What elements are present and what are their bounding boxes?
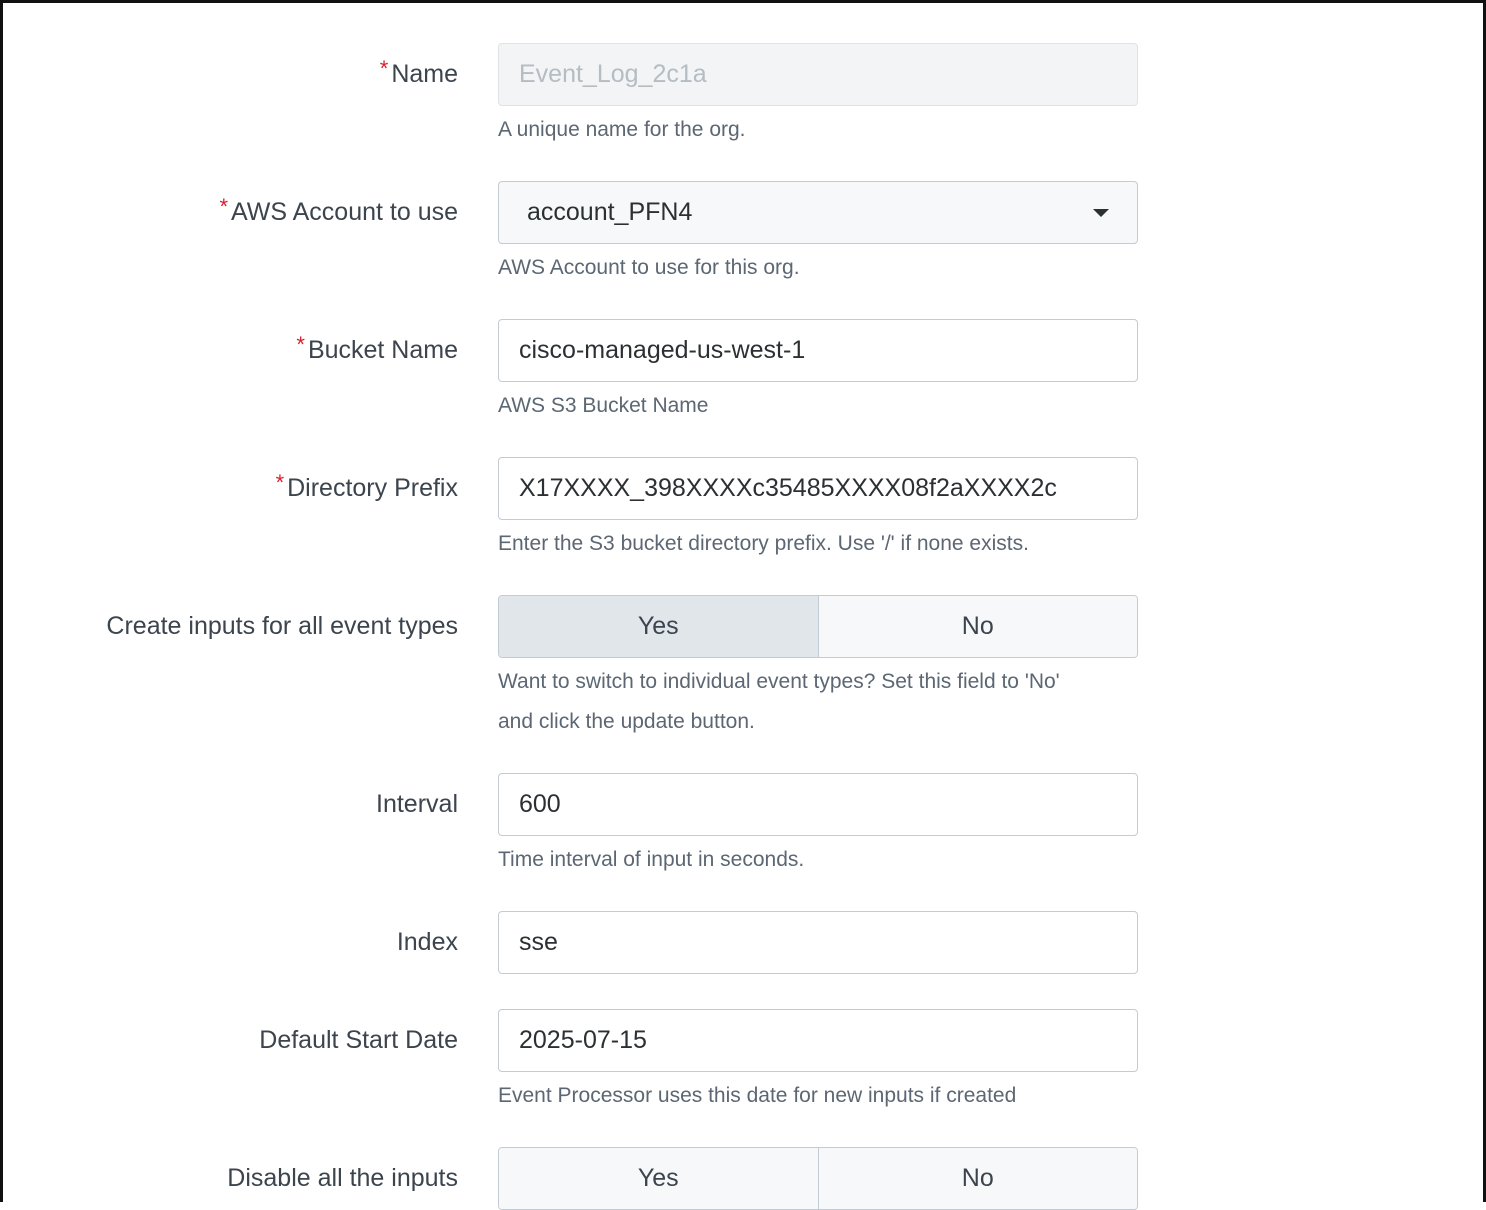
name-input: Event_Log_2c1a [498,43,1138,106]
name-label: * Name [379,56,458,88]
aws-account-value: account_PFN4 [527,198,693,226]
create-inputs-yes-button[interactable]: Yes [499,596,818,657]
bucket-name-input[interactable]: cisco-managed-us-west-1 [498,319,1138,382]
required-marker: * [379,56,389,81]
required-marker: * [296,332,305,357]
create-inputs-toggle [498,595,1138,658]
directory-prefix-help: Enter the S3 bucket directory prefix. Use '/' if none exists. [498,532,1029,555]
disable-inputs-label: Disable all the inputs [227,1164,458,1192]
required-marker: * [275,470,285,495]
interval-input[interactable]: 600 [498,773,1138,836]
required-marker: * [219,194,229,219]
default-start-date-label: Default Start Date [259,1026,458,1054]
caret-down-icon [1093,209,1109,217]
directory-prefix-label: * Directory Prefix [275,470,458,502]
name-help: A unique name for the org. [498,118,746,141]
create-inputs-label: Create inputs for all event types [106,612,458,640]
default-start-date-help: Event Processor uses this date for new inputs if created [498,1084,1017,1107]
create-inputs-help-line-2: and click the update button. [498,710,755,733]
create-inputs-help [498,662,1158,742]
index-label: Index [396,928,458,956]
bucket-name-label: * Bucket Name [296,332,458,364]
create-inputs-no-button[interactable]: No [818,596,1138,657]
index-input[interactable]: sse [498,911,1138,974]
disable-inputs-no-button[interactable]: No [818,1148,1138,1209]
disable-inputs-toggle [498,1147,1138,1210]
interval-help: Time interval of input in seconds. [498,848,805,871]
aws-account-select[interactable] [498,181,1138,244]
bucket-name-help: AWS S3 Bucket Name [498,394,709,417]
default-start-date-input[interactable]: 2025-07-15 [498,1009,1138,1072]
disable-inputs-yes-button[interactable]: Yes [499,1148,818,1209]
create-inputs-help-line-1: Want to switch to individual event types? Set this field to 'No' [498,670,1060,693]
directory-prefix-input[interactable]: X17XXXX_398XXXXc35485XXXX08f2aXXXX2c [498,457,1138,520]
interval-label: Interval [376,790,458,818]
aws-account-help: AWS Account to use for this org. [498,256,800,279]
aws-account-label: * AWS Account to use [219,194,458,226]
